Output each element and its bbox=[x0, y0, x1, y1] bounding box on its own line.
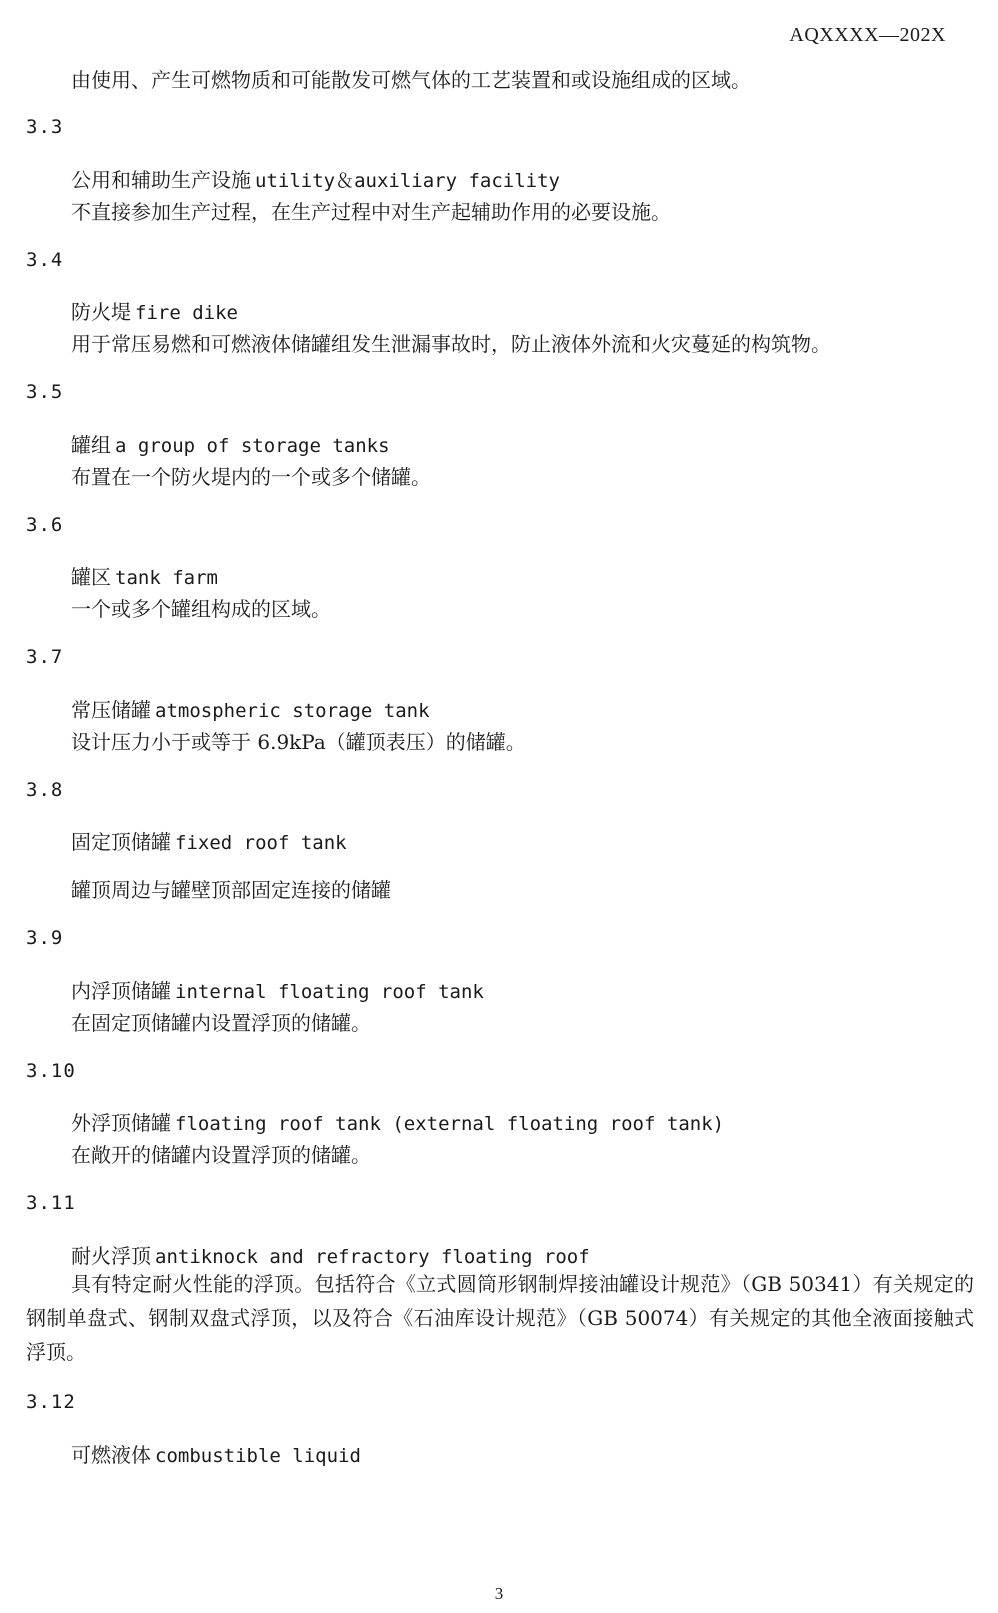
term-definition: 一个或多个罐组构成的区域。 bbox=[71, 597, 331, 621]
term-chinese: 外浮顶储罐 bbox=[71, 1111, 171, 1135]
term-chinese: 常压储罐 bbox=[71, 698, 151, 722]
page-number: 3 bbox=[494, 1584, 504, 1603]
term-definition: 在固定顶储罐内设置浮顶的储罐。 bbox=[71, 1011, 371, 1035]
term-english: tank farm bbox=[115, 567, 218, 589]
term-english: combustible liquid bbox=[155, 1445, 361, 1467]
term-english: antiknock and refractory floating roof bbox=[155, 1246, 590, 1268]
term-definition: 用于常压易燃和可燃液体储罐组发生泄漏事故时，防止液体外流和火灾蔓延的构筑物。 bbox=[71, 332, 831, 356]
clause-number: 3.12 bbox=[26, 1391, 76, 1413]
term-chinese: 内浮顶储罐 bbox=[71, 979, 171, 1003]
clause-number: 3.5 bbox=[26, 381, 64, 403]
clause-number: 3.9 bbox=[26, 927, 64, 949]
term-heading bbox=[71, 694, 430, 723]
clause-number: 3.6 bbox=[26, 514, 64, 536]
term-chinese: 可燃液体 bbox=[71, 1443, 151, 1467]
clause-number: 3.8 bbox=[26, 779, 64, 801]
term-chinese: 耐火浮顶 bbox=[71, 1244, 151, 1268]
term-definition: 不直接参加生产过程，在生产过程中对生产起辅助作用的必要设施。 bbox=[71, 200, 671, 224]
term-chinese: 罐组 bbox=[71, 433, 111, 457]
term-english: floating roof tank (external floating roof tank) bbox=[175, 1113, 725, 1135]
term-heading bbox=[71, 1107, 724, 1136]
term-definition: 罐顶周边与罐壁顶部固定连接的储罐 bbox=[71, 878, 391, 902]
clause-number: 3.3 bbox=[26, 116, 64, 138]
term-chinese: 防火堤 bbox=[71, 300, 131, 324]
term-heading bbox=[71, 1240, 590, 1269]
term-english: fixed roof tank bbox=[175, 832, 347, 854]
term-definition: 在敞开的储罐内设置浮顶的储罐。 bbox=[71, 1143, 371, 1167]
term-heading bbox=[71, 561, 218, 590]
term-definition: 设计压力小于或等于 6.9kPa（罐顶表压）的储罐。 bbox=[71, 730, 526, 754]
term-english: utility＆auxiliary facility bbox=[255, 170, 560, 192]
term-heading bbox=[71, 826, 347, 855]
term-english: fire dike bbox=[135, 302, 238, 324]
intro-definition: 由使用、产生可燃物质和可能散发可燃气体的工艺装置和或设施组成的区域。 bbox=[71, 68, 751, 92]
term-heading bbox=[71, 296, 238, 325]
clause-number: 3.10 bbox=[26, 1060, 76, 1082]
term-english: a group of storage tanks bbox=[115, 435, 390, 457]
term-chinese: 公用和辅助生产设施 bbox=[71, 168, 251, 192]
term-definition: 布置在一个防火堤内的一个或多个储罐。 bbox=[71, 465, 431, 489]
term-chinese: 固定顶储罐 bbox=[71, 830, 171, 854]
term-heading bbox=[71, 164, 560, 193]
clause-number: 3.11 bbox=[26, 1192, 76, 1214]
term-heading bbox=[71, 429, 390, 458]
term-english: atmospheric storage tank bbox=[155, 700, 430, 722]
document-code: AQXXXX—202X bbox=[789, 24, 946, 46]
term-definition: 具有特定耐火性能的浮顶。包括符合《立式圆筒形钢制焊接油罐设计规范》（GB 50341）有关规定的钢制单盘式、钢制双盘式浮顶，以及符合《石油库设计规范》（GB 50074）有关规定的其他全液面接触式浮顶。 bbox=[26, 1272, 974, 1364]
term-heading bbox=[71, 1439, 361, 1468]
clause-number: 3.7 bbox=[26, 646, 64, 668]
term-chinese: 罐区 bbox=[71, 565, 111, 589]
term-heading bbox=[71, 975, 484, 1004]
clause-number: 3.4 bbox=[26, 249, 64, 271]
term-english: internal floating roof tank bbox=[175, 981, 484, 1003]
